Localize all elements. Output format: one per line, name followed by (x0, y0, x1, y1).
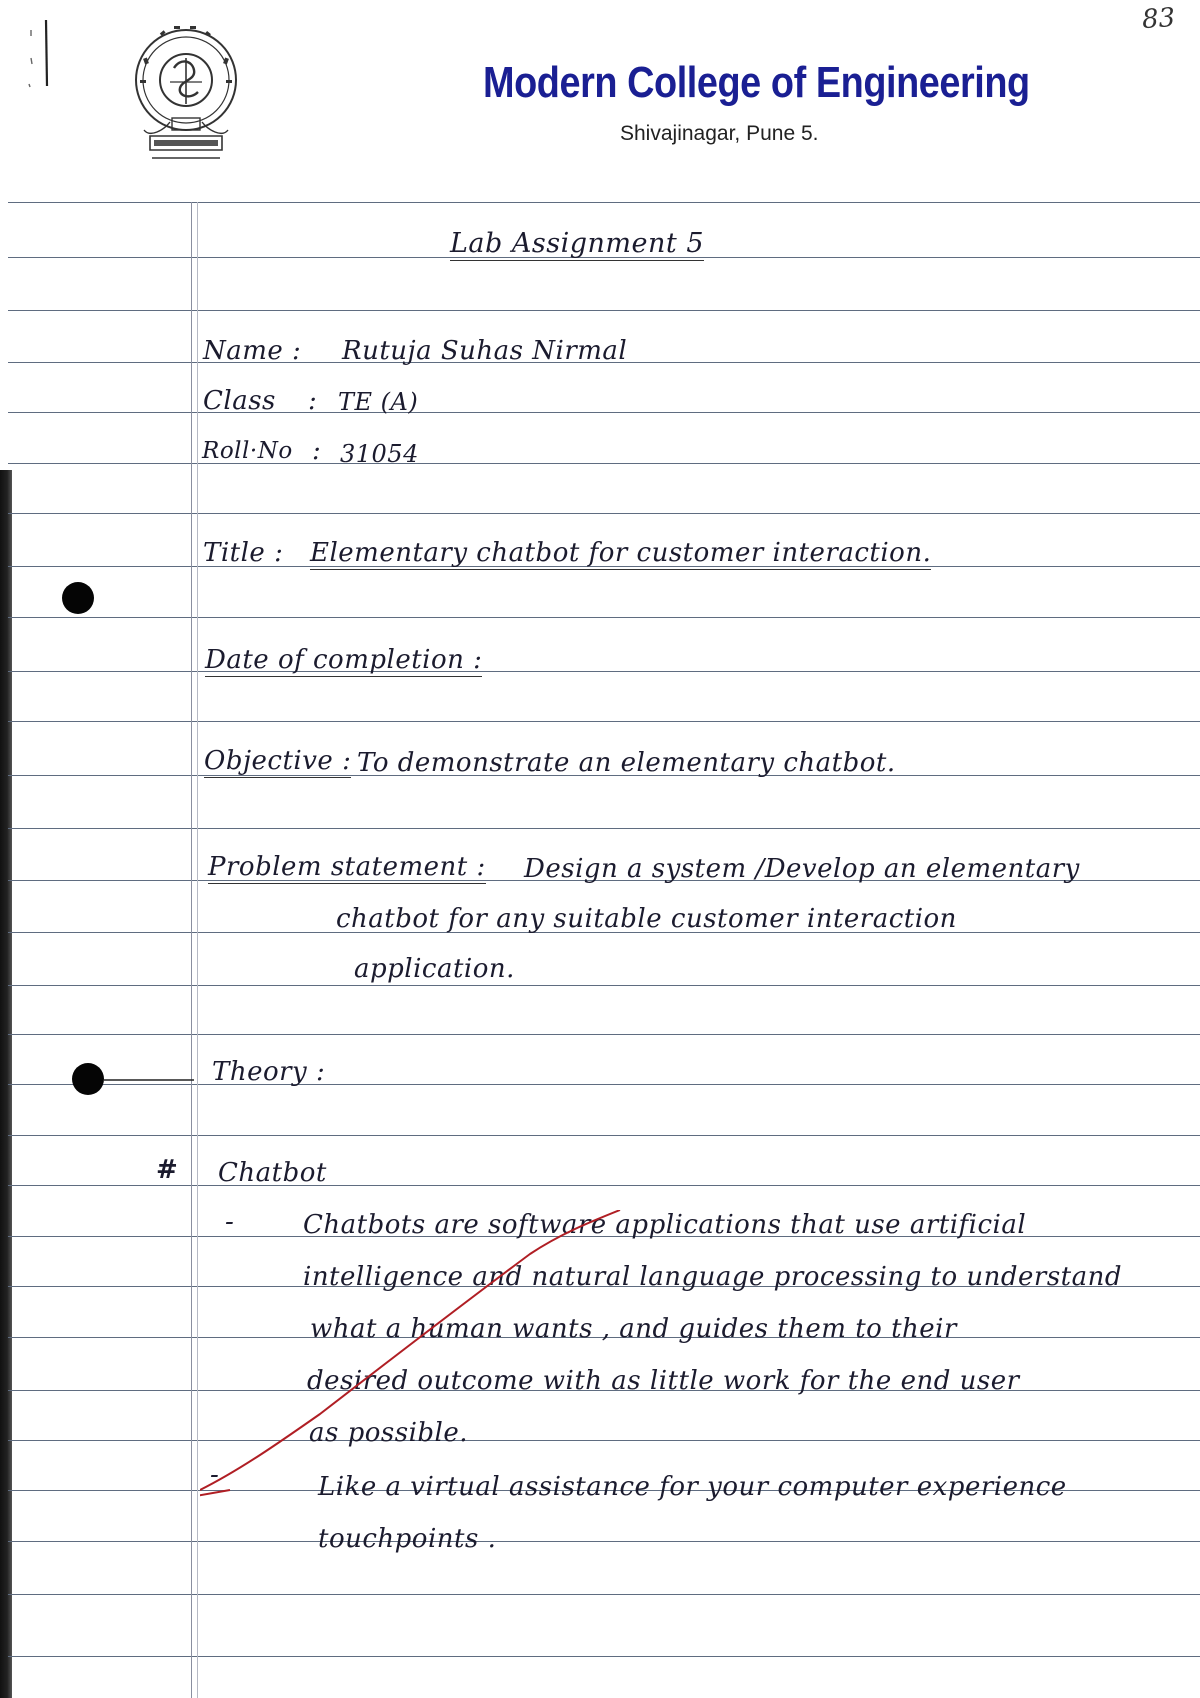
ruled-line (8, 310, 1200, 311)
ruled-line (8, 1084, 1200, 1085)
hash-mark: # (156, 1155, 179, 1185)
ruled-line (8, 412, 1200, 413)
body-line: touchpoints . (318, 1524, 497, 1554)
body-line: intelligence and natural language processing to understand (303, 1262, 1123, 1292)
problem-line-2: chatbot for any suitable customer interaction (336, 904, 957, 934)
class-label: Class (203, 386, 276, 416)
ruled-line (8, 513, 1200, 514)
college-address: Shivajinagar, Pune 5. (620, 122, 819, 145)
ruled-line (8, 1594, 1200, 1595)
theory-label: Theory : (212, 1057, 326, 1087)
ruled-line (8, 202, 1200, 203)
body-line: Chatbots are software applications that use artificial (303, 1210, 1027, 1240)
margin-line (197, 202, 198, 1698)
ruled-line (8, 1541, 1200, 1542)
problem-line-1: Design a system /Develop an elementary (524, 854, 1080, 884)
body-line: as possible. (309, 1418, 469, 1448)
ruled-line (8, 985, 1200, 986)
body-line: desired outcome with as little work for the end user (307, 1366, 1020, 1396)
objective-label: Objective : (204, 746, 352, 776)
objective-value: To demonstrate an elementary chatbot. (357, 748, 896, 778)
name-label: Name : (203, 336, 302, 366)
bullet-dash: - (210, 1460, 220, 1490)
college-name: Modern College of Engineering (483, 58, 1030, 107)
assignment-heading: Lab Assignment 5 (450, 228, 704, 259)
ruled-line (8, 1656, 1200, 1657)
roll-label: Roll·No (202, 438, 293, 464)
ink-mark (42, 18, 50, 88)
ruled-line (8, 463, 1200, 464)
ruled-line (8, 671, 1200, 672)
punch-hole (72, 1063, 104, 1095)
ruled-line (8, 1135, 1200, 1136)
section-title: Chatbot (218, 1158, 327, 1188)
ruled-line (8, 1185, 1200, 1186)
ruled-line (8, 721, 1200, 722)
red-check-stroke (200, 1210, 640, 1510)
date-of-completion-label: Date of completion : (205, 645, 483, 675)
bullet-dash: - (225, 1207, 235, 1237)
college-seal-logo (130, 18, 242, 170)
page-number: 83 (1140, 2, 1177, 36)
body-line: what a human wants , and guides them to their (310, 1314, 957, 1344)
title-value: Elementary chatbot for customer interaction. (310, 538, 932, 568)
name-value: Rutuja Suhas Nirmal (342, 336, 628, 366)
problem-line-3: application. (354, 954, 515, 984)
roll-separator: : (312, 436, 322, 466)
margin-line (191, 202, 192, 1698)
ruled-line (8, 1034, 1200, 1035)
ruled-line (8, 828, 1200, 829)
punch-hole (62, 582, 94, 614)
problem-statement-label: Problem statement : (208, 852, 486, 882)
hole-tick (104, 1078, 194, 1082)
roll-value: 31054 (340, 440, 419, 468)
class-value: TE (A) (338, 388, 419, 416)
ink-dots (26, 28, 36, 88)
class-separator: : (308, 386, 318, 416)
title-label: Title : (203, 538, 284, 568)
body-line: Like a virtual assistance for your computer experience (318, 1472, 1067, 1502)
ruled-line (8, 617, 1200, 618)
